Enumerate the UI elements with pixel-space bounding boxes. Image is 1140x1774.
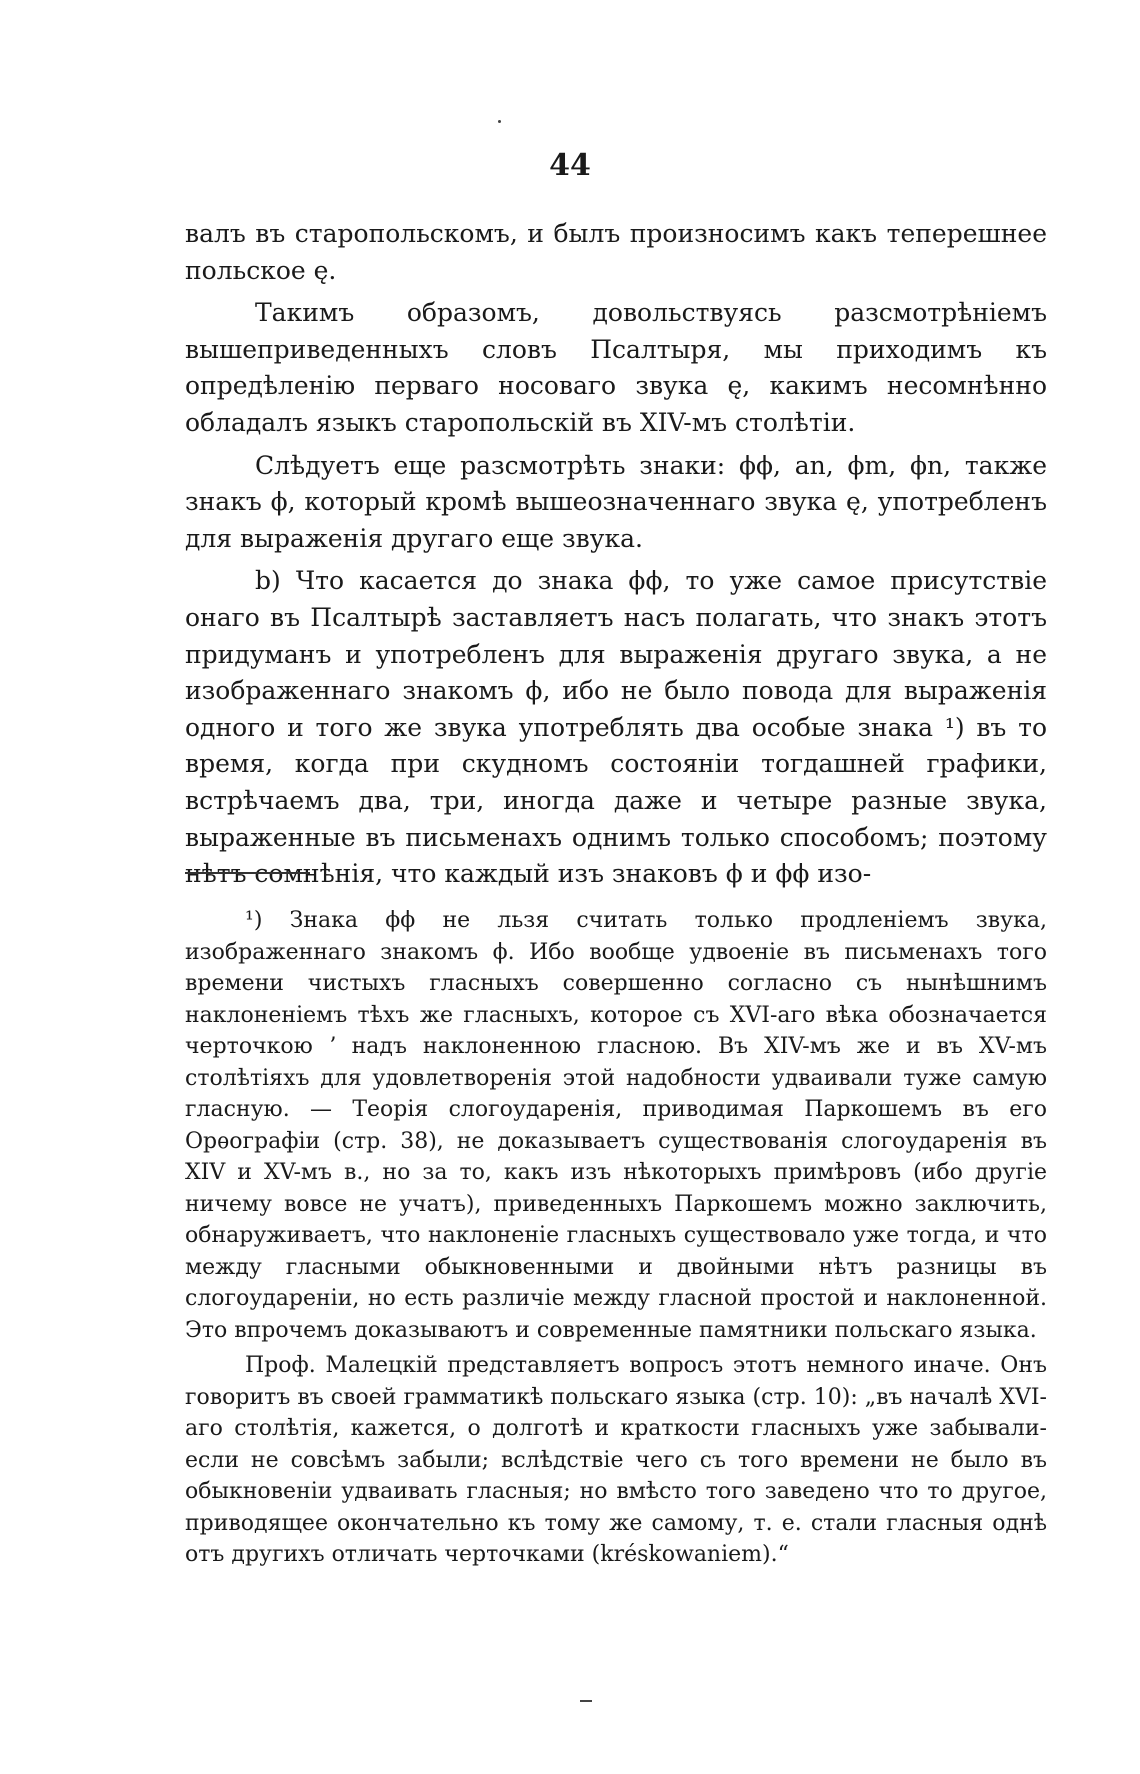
footnote-paragraph: Проф. Малецкій представляетъ вопросъ этотъ немного иначе. Онъ говоритъ въ своей грамматикѣ польскаго языка (стр. 10): „въ началѣ XVI-аго столѣтія, кажется, о долготѣ и краткости гласныхъ уже забывали-если не совсѣмъ забыли; вслѣдствіе чего съ того времени не было въ обыкновеніи удваивать гласныя; но вмѣсто того заведено что то другое, приводящее окончательно къ тому же самому, т. е. стали гласныя однѣ отъ другихъ отличать черточками (kréskowaniem).“ — [185, 1353, 1047, 1567]
ink-speck — [498, 120, 501, 123]
footnotes — [185, 905, 1047, 1571]
page-number: 44 — [549, 148, 591, 183]
footnote-paragraph: ¹) Знака ϕϕ не льзя считать только продленіемъ звука, изображеннаго знакомъ ϕ. Ибо вообще удвоеніе въ письменахъ того времени чистыхъ гласныхъ совершенно согласно съ нынѣшнимъ наклоненіемъ тѣхъ же гласныхъ, которое съ XVI-аго вѣка обозначается черточкою ʼ надъ наклоненною гласною. Въ XIV-мъ же и въ XV-мъ столѣтіяхъ для удовлетворенія этой надобности удваивали туже самую гласную. — Теорія слогоударенія, приводимая Паркошемъ въ его Орѳографіи (стр. 38), не доказываетъ существованія слогоударенія въ XIV и XV-мъ в., но за то, какъ изъ нѣкоторыхъ примѣровъ (ибо другіе ничему вовсе не учатъ), приведенныхъ Паркошемъ можно заключить, обнаруживаетъ, что наклоненіе гласныхъ существовало уже тогда, и что между гласными обыкновенными и двойными нѣтъ разницы въ слогоудареніи, но есть различіе между гласной простой и наклоненной. Это впрочемъ доказываютъ и современные памятники польскаго языка. — [185, 908, 1047, 1343]
paragraph-continuation: валъ въ старопольскомъ, и былъ произносимъ какъ теперешнее польское ę. — [185, 219, 1047, 285]
ink-speck — [580, 1700, 592, 1702]
footnote-divider — [185, 872, 310, 874]
main-text — [185, 216, 1047, 893]
paragraph: b) Что касается до знака ϕϕ, то уже самое присутствіе онаго въ Псалтырѣ заставляетъ насъ полагать, что знакъ этотъ придуманъ и употребленъ для выраженія другаго звука, а не изображеннаго знакомъ ϕ, ибо не было повода для выраженія одного и того же звука употреблять два особые знака ¹) въ то время, когда при скудномъ состояніи тогдашней графики, встрѣчаемъ два, три, иногда даже и четыре разные звука, выраженные въ письменахъ однимъ только способомъ; поэтому нѣтъ сомнѣнія, что каждый изъ знаковъ ϕ и ϕϕ изо- — [185, 566, 1047, 889]
paragraph: Слѣдуетъ еще разсмотрѣть знаки: ϕϕ, an, ϕm, ϕn, также знакъ ϕ, который кромѣ вышеозначеннаго звука ę, употребленъ для выраженія другаго еще звука. — [185, 450, 1047, 553]
paragraph: Такимъ образомъ, довольствуясь разсмотрѣніемъ вышеприведенныхъ словъ Псалтыря, мы приходимъ къ опредѣленію перваго носоваго звука ę, какимъ несомнѣнно обладалъ языкъ старопольскій въ XIV-мъ столѣтіи. — [185, 298, 1047, 437]
